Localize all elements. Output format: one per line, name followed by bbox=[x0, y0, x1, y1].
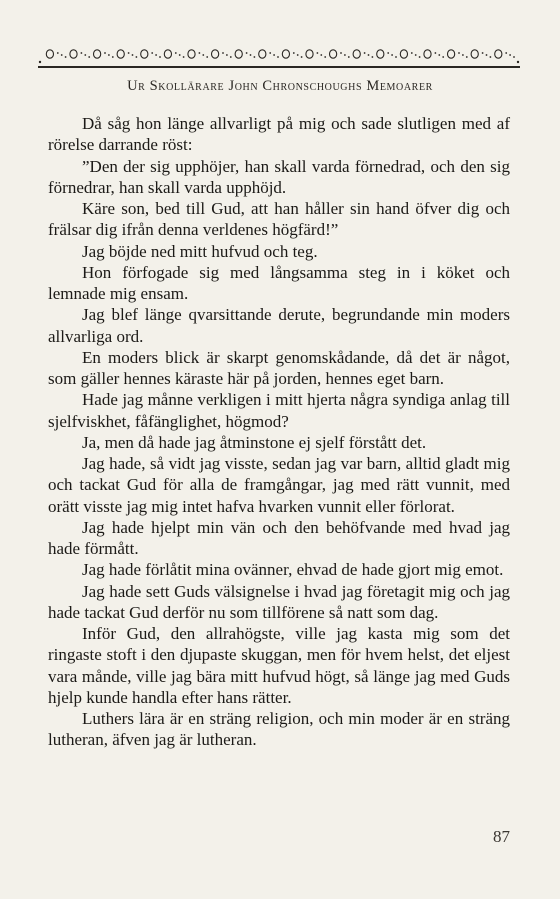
ornament-dot bbox=[364, 52, 366, 54]
ornament-dot bbox=[104, 52, 106, 54]
ornament-loop bbox=[471, 50, 478, 58]
ornament-dot bbox=[81, 52, 83, 54]
ornament-dot bbox=[128, 52, 130, 54]
ornament-dot bbox=[84, 54, 86, 56]
ornament-dot bbox=[324, 56, 326, 58]
ornament-dot bbox=[199, 52, 201, 54]
ornament-loop bbox=[400, 50, 407, 58]
paragraph: ”Den der sig upphöjer, han skall varda förnedrad, och den sig förnedrar, han skall varda upphöjd. bbox=[48, 156, 510, 197]
body-text bbox=[48, 113, 510, 751]
ornament-loop bbox=[377, 50, 384, 58]
ornament-dot bbox=[317, 52, 319, 54]
ornament-dot bbox=[230, 56, 232, 58]
ornament-loop bbox=[164, 50, 171, 58]
paragraph: Jag böjde ned mitt hufvud och teg. bbox=[82, 241, 318, 261]
ornament-dot bbox=[415, 54, 417, 56]
paragraph: Jag hade sett Guds välsignelse i hvad jag företagit mig och jag hade tackat Gud derför nu som tillförene så natt som dag. bbox=[48, 581, 510, 622]
ornament-dot bbox=[297, 54, 299, 56]
ornament-dot bbox=[65, 56, 67, 58]
ornament-dot bbox=[435, 52, 437, 54]
ornament-dot bbox=[391, 54, 393, 56]
paragraph: Jag hade förlåtit mina ovänner, ehvad de hade gjort mig emot. bbox=[82, 560, 504, 580]
ornament-dot bbox=[442, 56, 444, 58]
decorative-border-ornament bbox=[38, 42, 520, 72]
ornament-dot bbox=[155, 54, 157, 56]
ornament-dot bbox=[269, 52, 271, 54]
ornament-dot bbox=[509, 54, 511, 56]
ornament-dot bbox=[132, 54, 134, 56]
ornament-dot bbox=[411, 52, 413, 54]
ornament-dot bbox=[151, 52, 153, 54]
ornament-dot bbox=[57, 52, 59, 54]
paragraph: Jag hade hjelpt min vän och den behöfvande med hvad jag hade förmått. bbox=[48, 517, 510, 558]
ornament-loop bbox=[330, 50, 337, 58]
ornament-loop bbox=[424, 50, 431, 58]
ornament-dot bbox=[273, 54, 275, 56]
ornament-dot bbox=[513, 56, 515, 58]
ornament-dot bbox=[159, 56, 161, 58]
paragraph: Då såg hon länge allvarligt på mig och sade slutligen med af rörelse darrande röst: bbox=[48, 114, 510, 155]
page-number: 87 bbox=[493, 827, 510, 846]
ornament-dot bbox=[462, 54, 464, 56]
ornament-loop bbox=[259, 50, 266, 58]
ornament-dot bbox=[175, 52, 177, 54]
ornament-dot bbox=[112, 56, 114, 58]
ornament-loop bbox=[448, 50, 455, 58]
ornament-dot bbox=[250, 54, 252, 56]
ornament-dot bbox=[438, 54, 440, 56]
paragraph: Jag blef länge qvarsittande derute, begrundande min moders allvarliga ord. bbox=[48, 305, 510, 346]
ornament-dot bbox=[206, 56, 208, 58]
ornament-dot bbox=[136, 56, 138, 58]
ornament-loop bbox=[353, 50, 360, 58]
ornament-dot bbox=[277, 56, 279, 58]
ornament-dot bbox=[395, 56, 397, 58]
paragraph: Hon förfogade sig med långsamma steg in i köket och lemnade mig ensam. bbox=[48, 262, 510, 303]
paragraph: En moders blick är skarpt genomskådande, då det är något, som gäller hennes käraste här på jorden, hennes eget barn. bbox=[48, 347, 510, 388]
ornament-loop bbox=[141, 50, 148, 58]
ornament-dot bbox=[486, 54, 488, 56]
paragraph: Käre son, bed till Gud, att han håller sin hand öfver dig och frälsar dig ifrån denna verldenes högfärd!” bbox=[48, 199, 510, 240]
ornament-dot bbox=[246, 52, 248, 54]
ornament-dot bbox=[482, 52, 484, 54]
paragraph: Luthers lära är en sträng religion, och min moder är en sträng lutheran, äfven jag är lutheran. bbox=[48, 709, 510, 750]
ornament-dot bbox=[301, 56, 303, 58]
ornament-loop bbox=[188, 50, 195, 58]
paragraph: Ja, men då hade jag åtminstone ej sjelf förstått det. bbox=[82, 432, 427, 452]
ornament-dot bbox=[222, 52, 224, 54]
paragraph: Inför Gud, den allrahögste, ville jag kasta mig som det ringaste stoft i den djupaste skuggan, men för hvem helst, det eljest vara månde, ville jag bära mitt hufvud högt, så länge jag med Guds hjelp kunde handla efter hans rätter. bbox=[48, 624, 510, 707]
ornament-loop bbox=[306, 50, 313, 58]
paragraph: Jag hade, så vidt jag visste, sedan jag var barn, alltid gladt mig och tackat Gud för alla de framgångar, jag med rätt vunnit, med orätt visste jag mig intet hafva hvarken vunnit eller förlorat. bbox=[48, 454, 510, 516]
ornament-dot bbox=[368, 54, 370, 56]
ornament-loop bbox=[212, 50, 219, 58]
ornament-dot bbox=[458, 52, 460, 54]
ornament-dot bbox=[505, 52, 507, 54]
running-head: Ur Skollärare John Chronschoughs Memoarer bbox=[127, 78, 433, 94]
ornament-loop bbox=[117, 50, 124, 58]
ornament-dot bbox=[387, 52, 389, 54]
ornament-dot bbox=[320, 54, 322, 56]
ornament-loop bbox=[235, 50, 242, 58]
ornament-dot bbox=[490, 56, 492, 58]
ornament-dot bbox=[344, 54, 346, 56]
ornament-loop bbox=[46, 50, 53, 58]
ornament-dot bbox=[348, 56, 350, 58]
ornament-dot bbox=[254, 56, 256, 58]
ornament-dot bbox=[88, 56, 90, 58]
ornament-dot bbox=[61, 54, 63, 56]
ornament-loop bbox=[94, 50, 101, 58]
ornament-dot bbox=[226, 54, 228, 56]
ornament-dot bbox=[372, 56, 374, 58]
ornament-dot bbox=[179, 54, 181, 56]
ornament-loop bbox=[495, 50, 502, 58]
ornament-dot bbox=[202, 54, 204, 56]
ornament-dot bbox=[293, 52, 295, 54]
ornament-dot bbox=[183, 56, 185, 58]
ornament-dot bbox=[466, 56, 468, 58]
ornament-dot bbox=[419, 56, 421, 58]
ornament-loop bbox=[282, 50, 289, 58]
ornament-loop bbox=[70, 50, 77, 58]
ornament-dot bbox=[340, 52, 342, 54]
paragraph: Hade jag månne verkligen i mitt hjerta några syndiga anlag till sjelfviskhet, fåfänglighet, högmod? bbox=[48, 390, 510, 431]
ornament-dot bbox=[108, 54, 110, 56]
